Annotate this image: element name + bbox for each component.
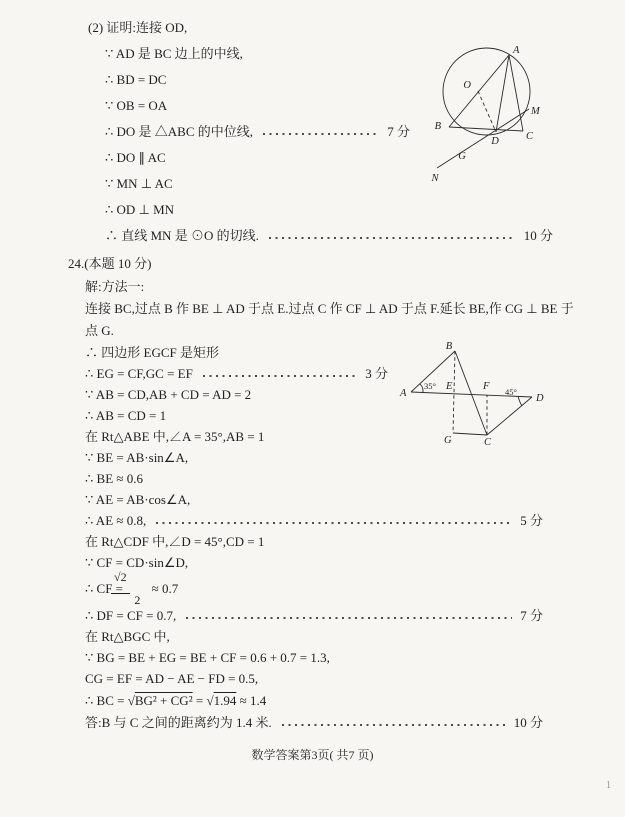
score-label: 10 分 xyxy=(523,228,553,243)
construction-paragraph-line2: 点 G. xyxy=(85,323,114,338)
page-corner-mark: 1 xyxy=(606,780,611,791)
statement-text: ∴ BC = xyxy=(85,693,128,708)
point-label-C: C xyxy=(526,131,534,142)
proof-statement: ∴ OD ⊥ MN xyxy=(105,202,175,217)
math-statement: 在 Rt△BGC 中, xyxy=(85,629,170,644)
figure-circle-diagram xyxy=(425,36,545,186)
point-label-D: D xyxy=(536,393,544,404)
math-statement: ∴ 四边形 EGCF 是矩形 xyxy=(85,345,219,360)
proof-statement xyxy=(105,223,553,249)
proof-heading: (2) 证明:连接 OD, xyxy=(88,20,188,35)
score-label: 7 分 xyxy=(520,608,543,623)
solution-method-heading: 解:方法一: xyxy=(85,279,145,294)
dotted-leader xyxy=(282,724,506,726)
proof-statement: ∵ AD 是 BC 边上的中线, xyxy=(105,46,243,61)
math-statement: ∵ CF = CD·sin∠D, xyxy=(85,555,189,570)
statement-text: ∴ DF = CF = 0.7, xyxy=(85,608,177,623)
dotted-leader xyxy=(263,133,379,135)
proof-statement xyxy=(105,119,410,145)
point-label-O: O xyxy=(463,80,471,91)
circle-O xyxy=(443,48,530,135)
angle-arc-D xyxy=(518,396,522,406)
statement-text: ≈ 1.4 xyxy=(236,693,267,708)
point-label-A: A xyxy=(513,45,520,56)
section-problem-24 xyxy=(68,252,574,733)
radical-sign: √ xyxy=(206,693,214,708)
segment-AC xyxy=(509,55,523,131)
statement-text: ≈ 0.7 xyxy=(151,581,179,596)
problem-number: 24.(本题 10 分) xyxy=(68,256,152,271)
figure-construction-diagram xyxy=(395,341,545,449)
point-label-A: A xyxy=(400,388,407,399)
math-statement: ∵ BE = AB·sin∠A, xyxy=(85,450,189,465)
segment-AB xyxy=(449,55,509,127)
point-label-B: B xyxy=(445,341,453,352)
math-statement: ∵ BG = BE + EG = BE + CF = 0.6 + 0.7 = 1.3, xyxy=(85,650,330,665)
math-statement: 在 Rt△ABE 中,∠A = 35°,AB = 1 xyxy=(85,429,265,444)
segment-OD-dashed xyxy=(478,91,496,132)
page-footer: 数学答案第3页( 共7 页) xyxy=(251,748,374,762)
math-statement xyxy=(85,510,543,531)
point-label-C: C xyxy=(484,437,492,448)
point-label-E: E xyxy=(446,381,453,392)
point-label-D: D xyxy=(491,136,499,147)
point-label-G: G xyxy=(458,151,466,162)
radicand: 1.94 xyxy=(213,693,237,708)
construction-paragraph-line1: 连接 BC,过点 B 作 BE ⊥ AD 于点 E.过点 C 作 CF ⊥ AD 于点 F.延长 BE,作 CG ⊥ BE 于 xyxy=(85,301,574,316)
answer-statement xyxy=(85,712,543,733)
point-label-G: G xyxy=(444,435,452,446)
score-label: 10 分 xyxy=(513,715,543,730)
segment-DC xyxy=(487,397,532,435)
statement-text: ∴ CF = xyxy=(85,581,124,596)
proof-statement: ∴ BD = DC xyxy=(105,72,167,87)
score-label: 7 分 xyxy=(387,124,410,139)
point-label-N: N xyxy=(431,173,439,184)
dotted-leader xyxy=(203,375,357,377)
statement-text: 答:B 与 C 之间的距离约为 1.4 米. xyxy=(85,715,272,730)
math-statement: ∴ BE ≈ 0.6 xyxy=(85,471,144,486)
segment-AD xyxy=(496,55,509,132)
dotted-leader xyxy=(269,237,516,239)
math-statement: CG = EF = AD − AE − FD = 0.5, xyxy=(85,671,259,686)
statement-text: ∴ AE ≈ 0.8, xyxy=(85,513,147,528)
point-label-B: B xyxy=(434,121,441,132)
math-statement: 在 Rt△CDF 中,∠D = 45°,CD = 1 xyxy=(85,534,265,549)
math-statement: ∵ AB = CD,AB + CD = AD = 2 xyxy=(85,387,252,402)
statement-text: ∴ EG = CF,GC = EF xyxy=(85,366,193,381)
proof-statement: ∴ DO ∥ AC xyxy=(105,150,166,165)
angle-arc-A xyxy=(420,384,423,393)
score-label: 5 分 xyxy=(520,513,543,528)
math-statement-radical xyxy=(85,689,574,712)
segment-BEG-dashed xyxy=(453,351,455,433)
point-label-M: M xyxy=(531,106,540,117)
math-statement: ∵ AE = AB·cos∠A, xyxy=(85,492,191,507)
math-statement xyxy=(85,363,388,384)
math-statement: ∴ AB = CD = 1 xyxy=(85,408,167,423)
proof-statement: ∵ OB = OA xyxy=(105,98,168,113)
segment-GC xyxy=(453,433,487,435)
statement-text: ∴ DO 是 △ABC 的中位线, xyxy=(105,124,254,139)
fraction-numerator: √2 xyxy=(111,571,130,594)
math-statement-fraction xyxy=(85,569,574,607)
proof-statement: ∵ MN ⊥ AC xyxy=(105,176,173,191)
dotted-leader xyxy=(156,522,512,524)
statement-text: = xyxy=(192,693,207,708)
tangent-line-MN xyxy=(434,109,529,168)
statement-text: ∴ 直线 MN 是 ⊙O 的切线. xyxy=(105,228,259,243)
dotted-leader xyxy=(186,617,512,619)
segment-BC xyxy=(455,351,487,435)
fraction-denominator: 2 xyxy=(134,592,141,607)
fraction xyxy=(114,569,147,608)
point-label-F: F xyxy=(483,381,490,392)
segment-BC xyxy=(449,127,523,131)
math-statement xyxy=(85,605,543,626)
angle-label-D: 45° xyxy=(505,387,517,397)
radical-sign: √ xyxy=(127,693,135,708)
radicand: BG² + CG² xyxy=(134,693,193,708)
score-label: 3 分 xyxy=(365,366,388,381)
angle-label-A: 35° xyxy=(424,381,436,391)
